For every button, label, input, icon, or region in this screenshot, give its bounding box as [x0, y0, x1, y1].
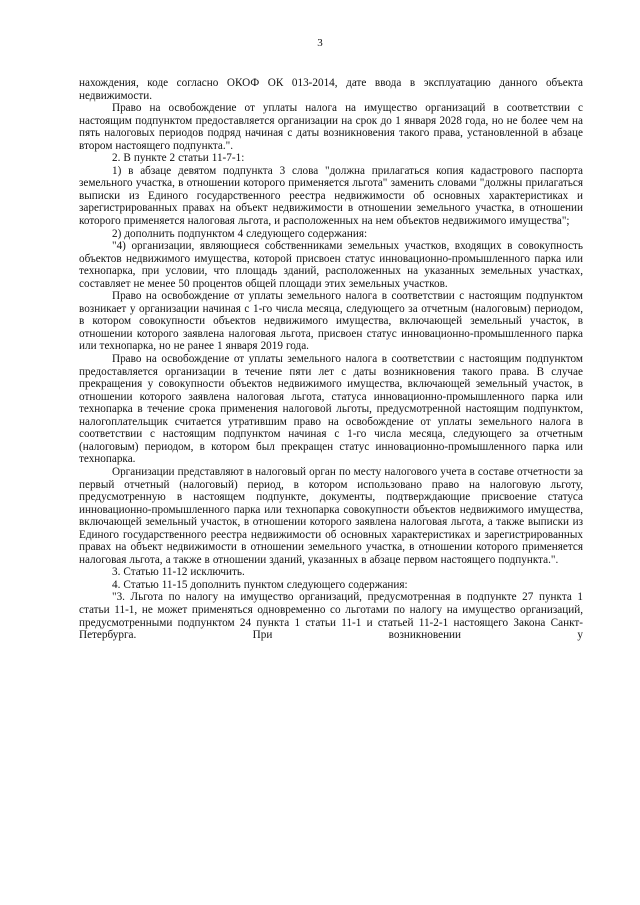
page-number: 3 — [317, 37, 323, 49]
paragraph-10: 3. Статью 11-12 исключить. — [112, 566, 245, 579]
paragraph-3: 2. В пункте 2 статьи 11-7-1: — [112, 152, 245, 165]
paragraph-2: Право на освобождение от уплаты налога на имущество организаций в соответствии с настоящим подпунктом предоставляется организации на срок до 1 января 2028 года, но не более чем на пять налоговых периодов подряд начиная с даты возникновения такого права, установленной в абзаце втором настоящего подпункта.". — [79, 102, 583, 152]
paragraph-11: 4. Статью 11-15 дополнить пунктом следующего содержания: — [112, 578, 408, 591]
paragraph-5: 2) дополнить подпунктом 4 следующего содержания: — [112, 227, 368, 240]
paragraph-1: нахождения, коде согласно ОКОФ ОК 013-2014, дате ввода в эксплуатацию данного объекта недвижимости. — [79, 77, 583, 102]
document-body — [79, 77, 583, 642]
paragraph-12: "3. Льгота по налогу на имущество организаций, предусмотренная в подпункте 27 пункта 1 статьи 11-1, не может применяться одновременно со льготами по налогу на имущество организаций, предусмотренными подпунктом 24 пункта 1 статьи 11-1 и статьей 11-2-1 настоящего Закона Санкт-Петербурга. При возникновении у — [79, 591, 583, 642]
paragraph-7: Право на освобождение от уплаты земельного налога в соответствии с настоящим подпунктом возникает у организации начиная с 1-го числа месяца, следующего за отчетным (налоговым) периодом, в котором совокупности объектов недвижимого имущества, включающей земельный участок, в отношении которого заявлена налоговая льгота, присвоен статус инновационно-промышленного парка или технопарка, но не ранее 1 января 2019 года. — [79, 290, 583, 353]
paragraph-6: "4) организации, являющиеся собственниками земельных участков, входящих в совокупность объектов недвижимого имущества, которой присвоен статус инновационно-промышленного парка или технопарка, при условии, что площадь зданий, расположенных на указанных земельных участках, составляет не менее 50 процентов общей площади этих земельных участков. — [79, 240, 583, 290]
paragraph-8: Право на освобождение от уплаты земельного налога в соответствии с настоящим подпунктом предоставляется организации в течение пяти лет с даты возникновения такого права. В случае прекращения у совокупности объектов недвижимого имущества, включающей земельный участок, в отношении которого заявлена налоговая льгота, статуса инновационно-промышленного парка или технопарка в течение срока применения налоговой льготы, предусмотренной настоящим подпунктом, налогоплательщик считается утратившим право на освобождение от уплаты земельного налога в соответствии с настоящим подпунктом начиная с 1-го числа месяца, следующего за отчетным (налоговым) периодом, в котором был прекращен статус инновационно-промышленного парка или технопарка. — [79, 353, 583, 466]
paragraph-4: 1) в абзаце девятом подпункта 3 слова "должна прилагаться копия кадастрового паспорта земельного участка, в отношении которого применяется льгота" заменить словами "должны прилагаться выписки из Единого государственного реестра недвижимости об основных характеристиках и зарегистрированных правах на объект недвижимости в отношении земельного участка, в отношении которого применяется налоговая льгота, и расположенных на нем объектов недвижимого имущества"; — [79, 164, 583, 228]
paragraph-9: Организации представляют в налоговый орган по месту налогового учета в составе отчетности за первый отчетный (налоговый) период, в котором использовано право на налоговую льготу, предусмотренную в настоящем подпункте, документы, подтверждающие присвоение статуса инновационно-промышленного парка или технопарка совокупности объектов недвижимого имущества, включающей земельный участок, в отношении которого заявлена налоговая льгота, а также выписки из Единого государственного реестра недвижимости об основных характеристиках и зарегистрированных правах на объект недвижимости в отношении земельного участка, в отношении которого применяется налоговая льгота, а также в отношении зданий, указанных в абзаце первом настоящего подпункта.". — [79, 465, 583, 566]
